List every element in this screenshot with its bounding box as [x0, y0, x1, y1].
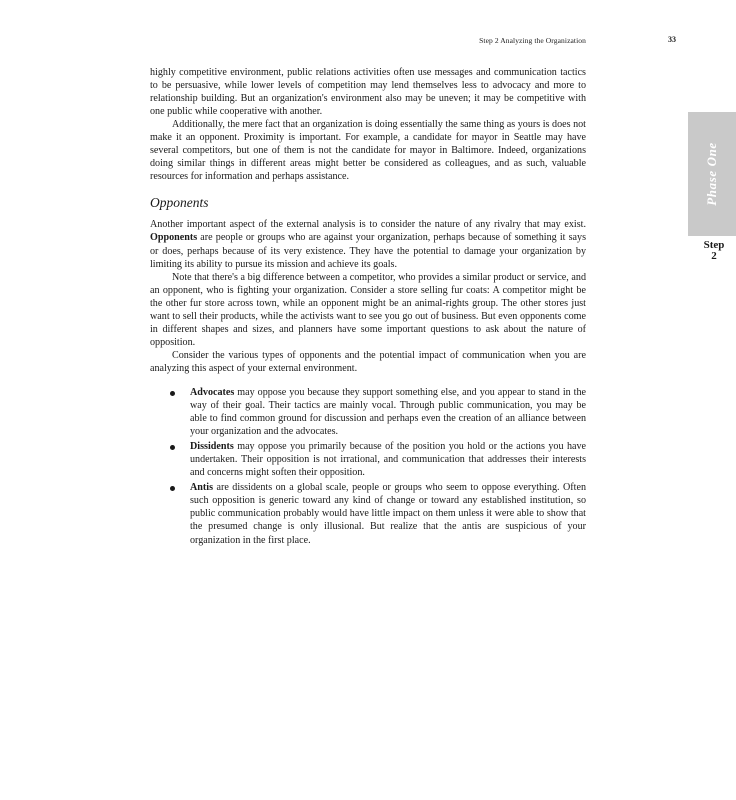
section-heading: Opponents — [150, 195, 209, 211]
list-item-text: may oppose you because they support something else, and you appear to stand in the way of their goal. Their tactics are mainly vocal. Through public communication, you may be able to find common ground for discussion and perhaps even the creation of an alliance between your organization and the advocates. — [190, 386, 586, 438]
page-number: 33 — [668, 35, 676, 44]
paragraph-text: are people or groups who are against your organization, perhaps because of something it says or does, perhaps because of its very existence. They have the potential to damage your organization by limiting its ability to pursue its mission and achieve its goals. — [150, 232, 586, 270]
key-term: Antis — [190, 482, 213, 494]
paragraph: Additionally, the mere fact that an organization is doing essentially the same thing as yours is does not make it an opponent. Proximity is important. For example, a candidate for mayor in Seattle may have several competitors, but one of them is not the candidate for mayor in Baltimore. Indeed, organizations doing similar things in different areas might better be considered as colleagues, and as such, valuable resources for information and perhaps assistance. — [150, 119, 586, 183]
step-label: Step — [703, 239, 725, 251]
bullet-icon — [170, 445, 175, 450]
list-item — [190, 481, 586, 546]
list-item-text: may oppose you primarily because of the position you hold or the actions you have undertaken. Their opposition is not irrational, and communication that addresses their interests and concerns might soften their opposition. — [190, 441, 586, 479]
key-term: Advocates — [190, 386, 235, 398]
paragraph: highly competitive environment, public relations activities often use messages and communication tactics to be persuasive, while lower levels of competition may lend themselves less to advocacy and more to relationship building. But an organization's environment also may be uneven; it may be competitive with one public while cooperative with another. — [150, 67, 586, 118]
key-term: Dissidents — [190, 441, 234, 453]
opponent-types-list — [150, 386, 586, 547]
key-term: Opponents — [150, 232, 198, 244]
paragraph: Note that there's a big difference between a competitor, who provides a similar product or service, and an opponent, who is fighting your organization. Consider a store selling fur coats: A competitor might be the other fur store across town, while an opponent might be an animal-rights group. The other stores just want to sell their products, while the activists want to see you go out of business. But even opponents come in different shapes and sizes, and planners have some important questions to ask about the nature of opposition. — [150, 271, 586, 348]
list-item — [190, 440, 586, 479]
bullet-icon — [170, 486, 175, 491]
phase-tab-label: Phase One — [704, 142, 719, 206]
step-marker — [694, 240, 734, 262]
paragraph: Consider the various types of opponents and the potential impact of communication when you are analyzing this aspect of your external environment. — [150, 349, 586, 374]
bullet-icon — [170, 391, 175, 396]
list-item-text: are dissidents on a global scale, people or groups who seem to oppose everything. Often such opposition is generic toward any kind of change or toward any established institution, so public communication probably would have little impact on them unless it were able to show that the presumed change is only illusional. But realize that the antis are suspicious of your organization in the first place. — [190, 482, 587, 546]
paragraph-text: Another important aspect of the external analysis is to consider the nature of any rivalry that may exist. — [150, 219, 586, 231]
paragraph — [150, 218, 586, 270]
phase-tab — [688, 112, 736, 236]
list-item — [190, 386, 586, 438]
step-number: 2 — [711, 250, 717, 262]
page-body — [150, 66, 586, 549]
running-head: Step 2 Analyzing the Organization — [479, 36, 586, 45]
